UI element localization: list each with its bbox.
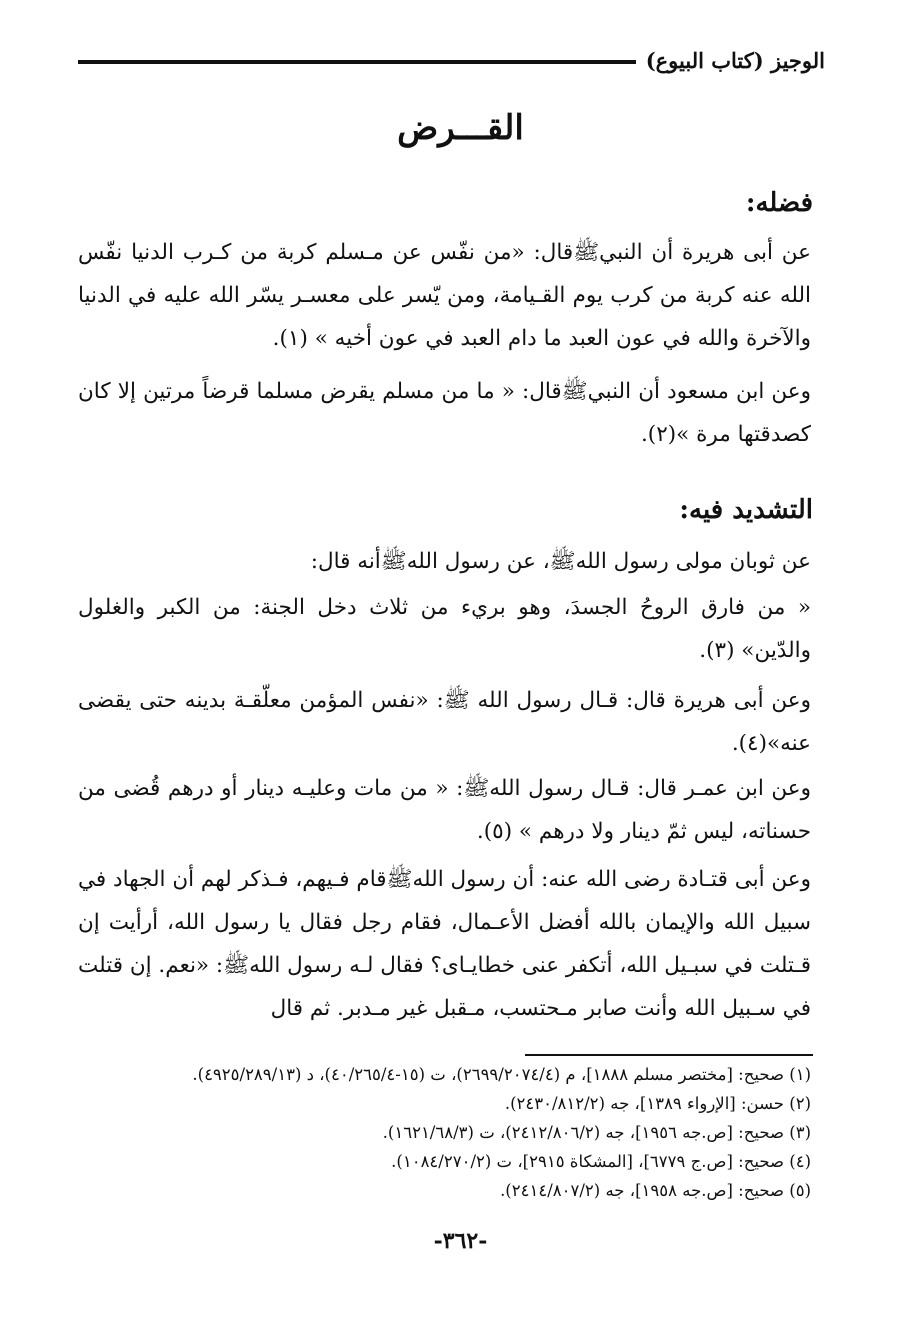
running-header-title: الوجيز (كتاب البيوع) <box>645 47 825 73</box>
header-rule <box>78 60 636 64</box>
paragraph-severity-2: « من فارق الروحُ الجسدَ، وهو بريء من ثلاث دخل الجنة: من الكبر والغلول والدّين» (٣). <box>78 595 811 663</box>
paragraph-severity-4: وعن ابن عمـر قال: قـال رسول اللهﷺ: « من مات وعليـه دينار أو درهم قُضى من حسناته، ليس ثمّ دينار ولا درهم » (٥). <box>78 776 811 844</box>
footnote-1: (١) صحيح: [مختصر مسلم ١٨٨٨]، م (٢٦٩٩/٢٠٧٤/٤)، ت (١٥-٤٠/٢٦٥/٤)، د (٤٩٢٥/٢٨٩/١٣). <box>192 1065 811 1084</box>
footnote-5: (٥) صحيح: [ص.جه ١٩٥٨]، جه (٢٤١٤/٨٠٧/٢). <box>500 1181 811 1200</box>
running-header <box>78 40 825 80</box>
footnote-rule <box>525 1054 813 1056</box>
footnote-4: (٤) صحيح: [ص.ج ٦٧٧٩]، [المشكاة ٢٩١٥]، ت (١٠٨٤/٢٧٠/٢). <box>391 1152 811 1171</box>
footnote-3: (٣) صحيح: [ص.جه ١٩٥٦]، جه (٢٤١٢/٨٠٦/٢)، ت (١٦٢١/٦٨/٣). <box>382 1123 811 1142</box>
footnote-2: (٢) حسن: [الإرواء ١٣٨٩]، جه (٢٤٣٠/٨١٢/٢). <box>504 1094 811 1113</box>
chapter-title: القـــرض <box>397 108 524 148</box>
paragraph-severity-1: عن ثوبان مولى رسول اللهﷺ، عن رسول اللهﷺأنه قال: <box>310 549 811 574</box>
footnotes <box>78 1060 811 1205</box>
paragraph-severity-3: وعن أبى هريرة قال: قـال رسول الله ﷺ: «نفس المؤمن معلّقـة بدينه حتى يقضى عنه»(٤). <box>78 688 811 756</box>
section-heading-severity: التشديد فيه: <box>679 495 813 525</box>
page-number: -٣٦٢- <box>433 1228 488 1254</box>
paragraph-severity-5: وعن أبى قتـادة رضى الله عنه: أن رسول اللهﷺقام فـيهم، فـذكر لهم أن الجهاد في سبيل الله والإيمان بالله أفضل الأعـمال، فقام رجل فقال يا رسول الله، أرأيت إن قـتلت في سبـيل الله، أتكفر عنى خطايـاى؟ فقال لـه رسول اللهﷺ: «نعم. إن قتلت في سـبيل الله وأنت صابر مـحتسب، مـقبل غير مـدبر. ثم قال <box>78 867 811 1021</box>
paragraph-virtue-2: وعن ابن مسعود أن النبيﷺقال: « ما من مسلم يقرض مسلما قرضاً مرتين إلا كان كصدقتها مرة »(٢). <box>78 379 811 447</box>
paragraph-virtue-1: عن أبى هريرة أن النبيﷺقال: «من نفّس عن مـسلم كربة من كـرب الدنيا نفّس الله عنه كربة من كرب يوم القـيامة، ومن يّسر على معسـر يسّر الله عليه في الدنيا والآخرة والله في عون العبد ما دام العبد في عون أخيه » (١). <box>78 240 811 351</box>
section-heading-virtue: فضله: <box>745 188 813 218</box>
